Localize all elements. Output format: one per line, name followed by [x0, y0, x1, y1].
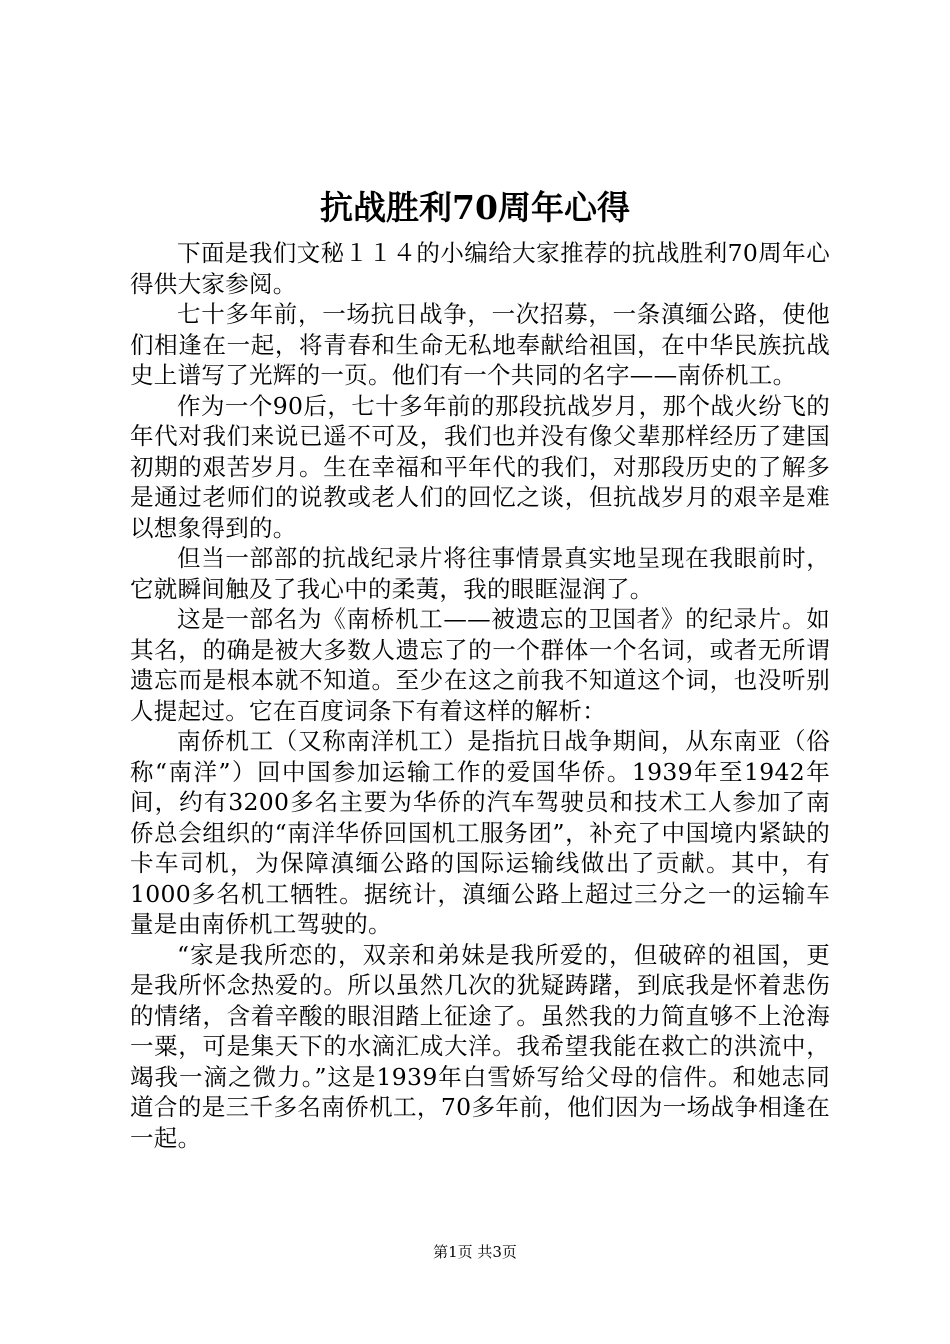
paragraph-documentary-title: 这是一部名为《南桥机工——被遗忘的卫国者》的纪录片。如其名，的确是被大多数人遗忘了的一个群体一个名词，或者无所谓遗忘而是根本就不知道。至少在这之前我不知道这个词，也没听别人提起过。它在百度词条下有着这样的解析： [130, 605, 830, 725]
paragraph-documentary-impact: 但当一部部的抗战纪录片将往事情景真实地呈现在我眼前时，它就瞬间触及了我心中的柔荑，我的眼眶湿润了。 [130, 544, 830, 603]
page-title: 抗战胜利70周年心得 [320, 188, 630, 227]
paragraph-definition: 南侨机工（又称南洋机工）是指抗日战争期间，从东南亚（俗称“南洋”）回中国参加运输工作的爱国华侨。1939年至1942年间，约有3200多名主要为华侨的汽车驾驶员和技术工人参加了南侨总会组织的“南洋华侨回国机工服务团”，补充了中国境内紧缺的卡车司机，为保障滇缅公路的国际运输线做出了贡献。其中，有1000多名机工牺牲。据统计，滇缅公路上超过三分之一的运输车量是由南侨机工驾驶的。 [130, 727, 830, 938]
paragraph-background: 七十多年前，一场抗日战争，一次招募，一条滇缅公路，使他们相逢在一起，将青春和生命无私地奉献给祖国，在中华民族抗战史上谱写了光辉的一页。他们有一个共同的名字——南侨机工。 [130, 300, 830, 389]
paragraph-letter-quote: “家是我所恋的，双亲和弟妹是我所爱的，但破碎的祖国，更是我所怀念热爱的。所以虽然几次的犹疑踌躇，到底我是怀着悲伤的情绪，含着辛酸的眼泪踏上征途了。虽然我的力简直够不上沧海一粟，可是集天下的水滴汇成大洋。我希望我能在救亡的洪流中，竭我一滴之微力。”这是1939年白雪娇写给父母的信件。和她志同道合的是三千多名南侨机工，70多年前，他们因为一场战争相逢在一起。 [130, 940, 830, 1152]
page-footer: 第1页 共3页 [433, 1243, 517, 1261]
paragraph-intro: 下面是我们文秘１１４的小编给大家推荐的抗战胜利70周年心得供大家参阅。 [130, 239, 830, 298]
paragraph-reflection: 作为一个90后，七十多年前的那段抗战岁月，那个战火纷飞的年代对我们来说已遥不可及，我们也并没有像父辈那样经历了建国初期的艰苦岁月。生在幸福和平年代的我们，对那段历史的了解多是通过老师们的说教或老人们的回忆之谈，但抗战岁月的艰辛是难以想象得到的。 [130, 391, 830, 542]
document-body [130, 238, 830, 1153]
